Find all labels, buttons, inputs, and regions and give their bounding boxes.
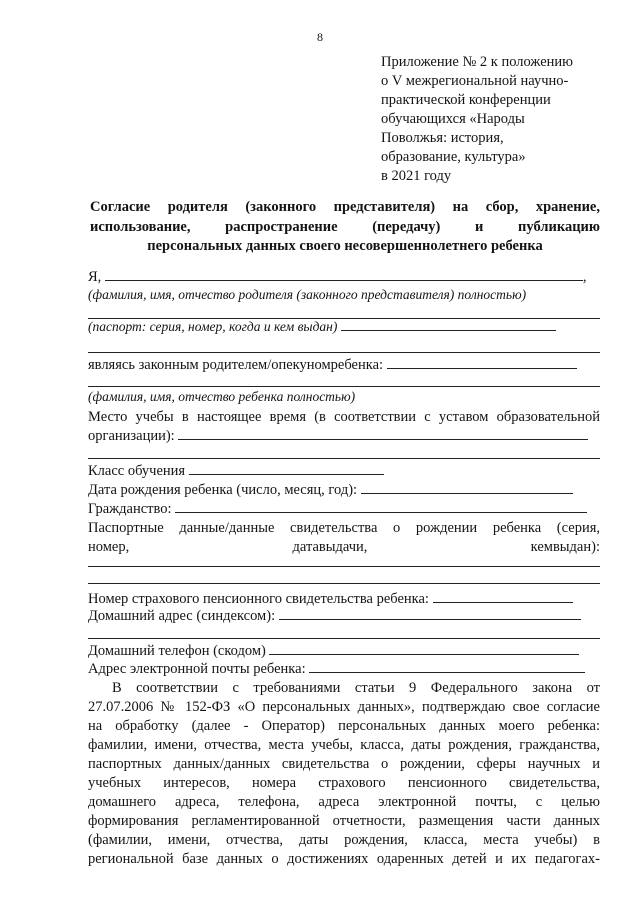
citizenship-row	[88, 500, 600, 518]
being-parent-label: являясь законным родителем/опекуномребенка:	[88, 357, 384, 373]
appendix-line: Поволжья: история,	[381, 130, 504, 146]
phone-label: Домашний телефон (скодом)	[88, 643, 266, 659]
grade-label: Класс обучения	[88, 463, 186, 479]
school-extra-line[interactable]	[88, 458, 600, 459]
paragraph-line: (фамилии, имени, отчества, даты рождения, класса, места учебы) в	[88, 832, 600, 848]
appendix-line: Приложение № 2 к положению	[381, 54, 574, 70]
appendix-note	[381, 53, 621, 186]
appendix-line: о V межрегиональной научно-	[381, 73, 569, 89]
birth-date-field[interactable]	[361, 481, 573, 494]
paragraph-line: формирования регламентированной отчетности, размещения части данных	[88, 813, 600, 829]
passport-extra-line[interactable]	[88, 352, 600, 353]
child-passport-label-2	[88, 538, 600, 556]
title-line: Согласие родителя (законного представителя) на сбор, хранение,	[90, 199, 600, 215]
snils-label: Номер страхового пенсионного свидетельства ребенка:	[88, 591, 429, 607]
email-label: Адрес электронной почты ребенка:	[88, 661, 306, 677]
phone-field[interactable]	[269, 642, 579, 655]
address-row	[88, 607, 600, 625]
appendix-line: в 2021 году	[381, 168, 452, 184]
paragraph-line: фамилии, имени, отчества, места учебы, класса, даты рождения, гражданства,	[88, 737, 600, 753]
school-label-line: Место учебы в настоящее время (в соответствии с уставом образовательной	[88, 409, 600, 425]
child-passport-label-1: Паспортные данные/данные свидетельства о рождении ребенка (серия,	[88, 520, 600, 536]
i-label: Я,	[88, 269, 102, 285]
document-title	[90, 198, 600, 257]
paragraph-line: 27.07.2006 № 152-ФЗ «О персональных данных», подтверждаю свое согласие	[88, 699, 600, 715]
school-field[interactable]	[178, 427, 588, 440]
address-extra-line[interactable]	[88, 638, 600, 639]
appendix-line: обучающихся «Народы	[381, 111, 525, 127]
birth-date-label: Дата рождения ребенка (число, месяц, год):	[88, 482, 358, 498]
citizenship-label: Гражданство:	[88, 501, 172, 517]
passport-hint: (паспорт: серия, номер, когда и кем выдан)	[88, 319, 338, 334]
grade-field[interactable]	[189, 462, 384, 475]
page-number: 8	[317, 30, 323, 44]
citizenship-field[interactable]	[175, 500, 587, 513]
address-label: Домашний адрес (синдексом):	[88, 608, 276, 624]
i-comma: ,	[582, 269, 587, 285]
appendix-line: практической конференции	[381, 92, 551, 108]
email-field[interactable]	[309, 660, 585, 673]
child-passport-issuer: кемвыдан):	[530, 539, 600, 555]
parent-name-row	[88, 268, 600, 286]
being-parent-row	[88, 356, 600, 374]
child-passport-number: номер,	[88, 539, 130, 555]
child-name-field[interactable]	[387, 356, 577, 369]
paragraph-line: В соответствии с требованиями статьи 9 Федерального закона от	[112, 680, 600, 696]
paragraph-line: региональной базе данных о достижениях одаренных детей и их педагогах-	[88, 851, 600, 867]
grade-row	[88, 462, 600, 480]
child-name-extra-line[interactable]	[88, 386, 600, 387]
paragraph-line: учебных интересов, номера страхового пенсионного свидетельства,	[88, 775, 600, 791]
school-label: организации):	[88, 428, 175, 444]
child-passport-line-1[interactable]	[88, 566, 600, 567]
paragraph-line: домашнего адреса, телефона, адреса электронной почты, с целью	[88, 794, 600, 810]
address-field[interactable]	[279, 607, 581, 620]
snils-field[interactable]	[433, 590, 573, 603]
birth-date-row	[88, 481, 600, 499]
paragraph-line: паспортных данных/данных свидетельства о рождении, сферы научных и	[88, 756, 600, 772]
title-line: использование, распространение (передачу) и публикацию	[90, 218, 600, 235]
email-row	[88, 660, 600, 678]
passport-row	[88, 318, 600, 336]
child-passport-line-2[interactable]	[88, 583, 600, 584]
title-line: персональных данных своего несовершеннолетнего ребенка	[147, 238, 543, 254]
parent-name-hint: (фамилия, имя, отчество родителя (законного представителя) полностью)	[88, 287, 527, 302]
school-row	[88, 427, 600, 445]
child-passport-date: датавыдачи,	[292, 539, 368, 555]
snils-row	[88, 590, 600, 608]
parent-name-field[interactable]	[105, 268, 583, 281]
passport-field[interactable]	[341, 318, 556, 331]
phone-row	[88, 642, 600, 660]
appendix-line: образование, культура»	[381, 149, 526, 165]
paragraph-line: на обработку (далее - Оператор) персональных данных моего ребенка:	[88, 718, 600, 734]
child-name-hint: (фамилия, имя, отчество ребенка полностью)	[88, 389, 356, 404]
